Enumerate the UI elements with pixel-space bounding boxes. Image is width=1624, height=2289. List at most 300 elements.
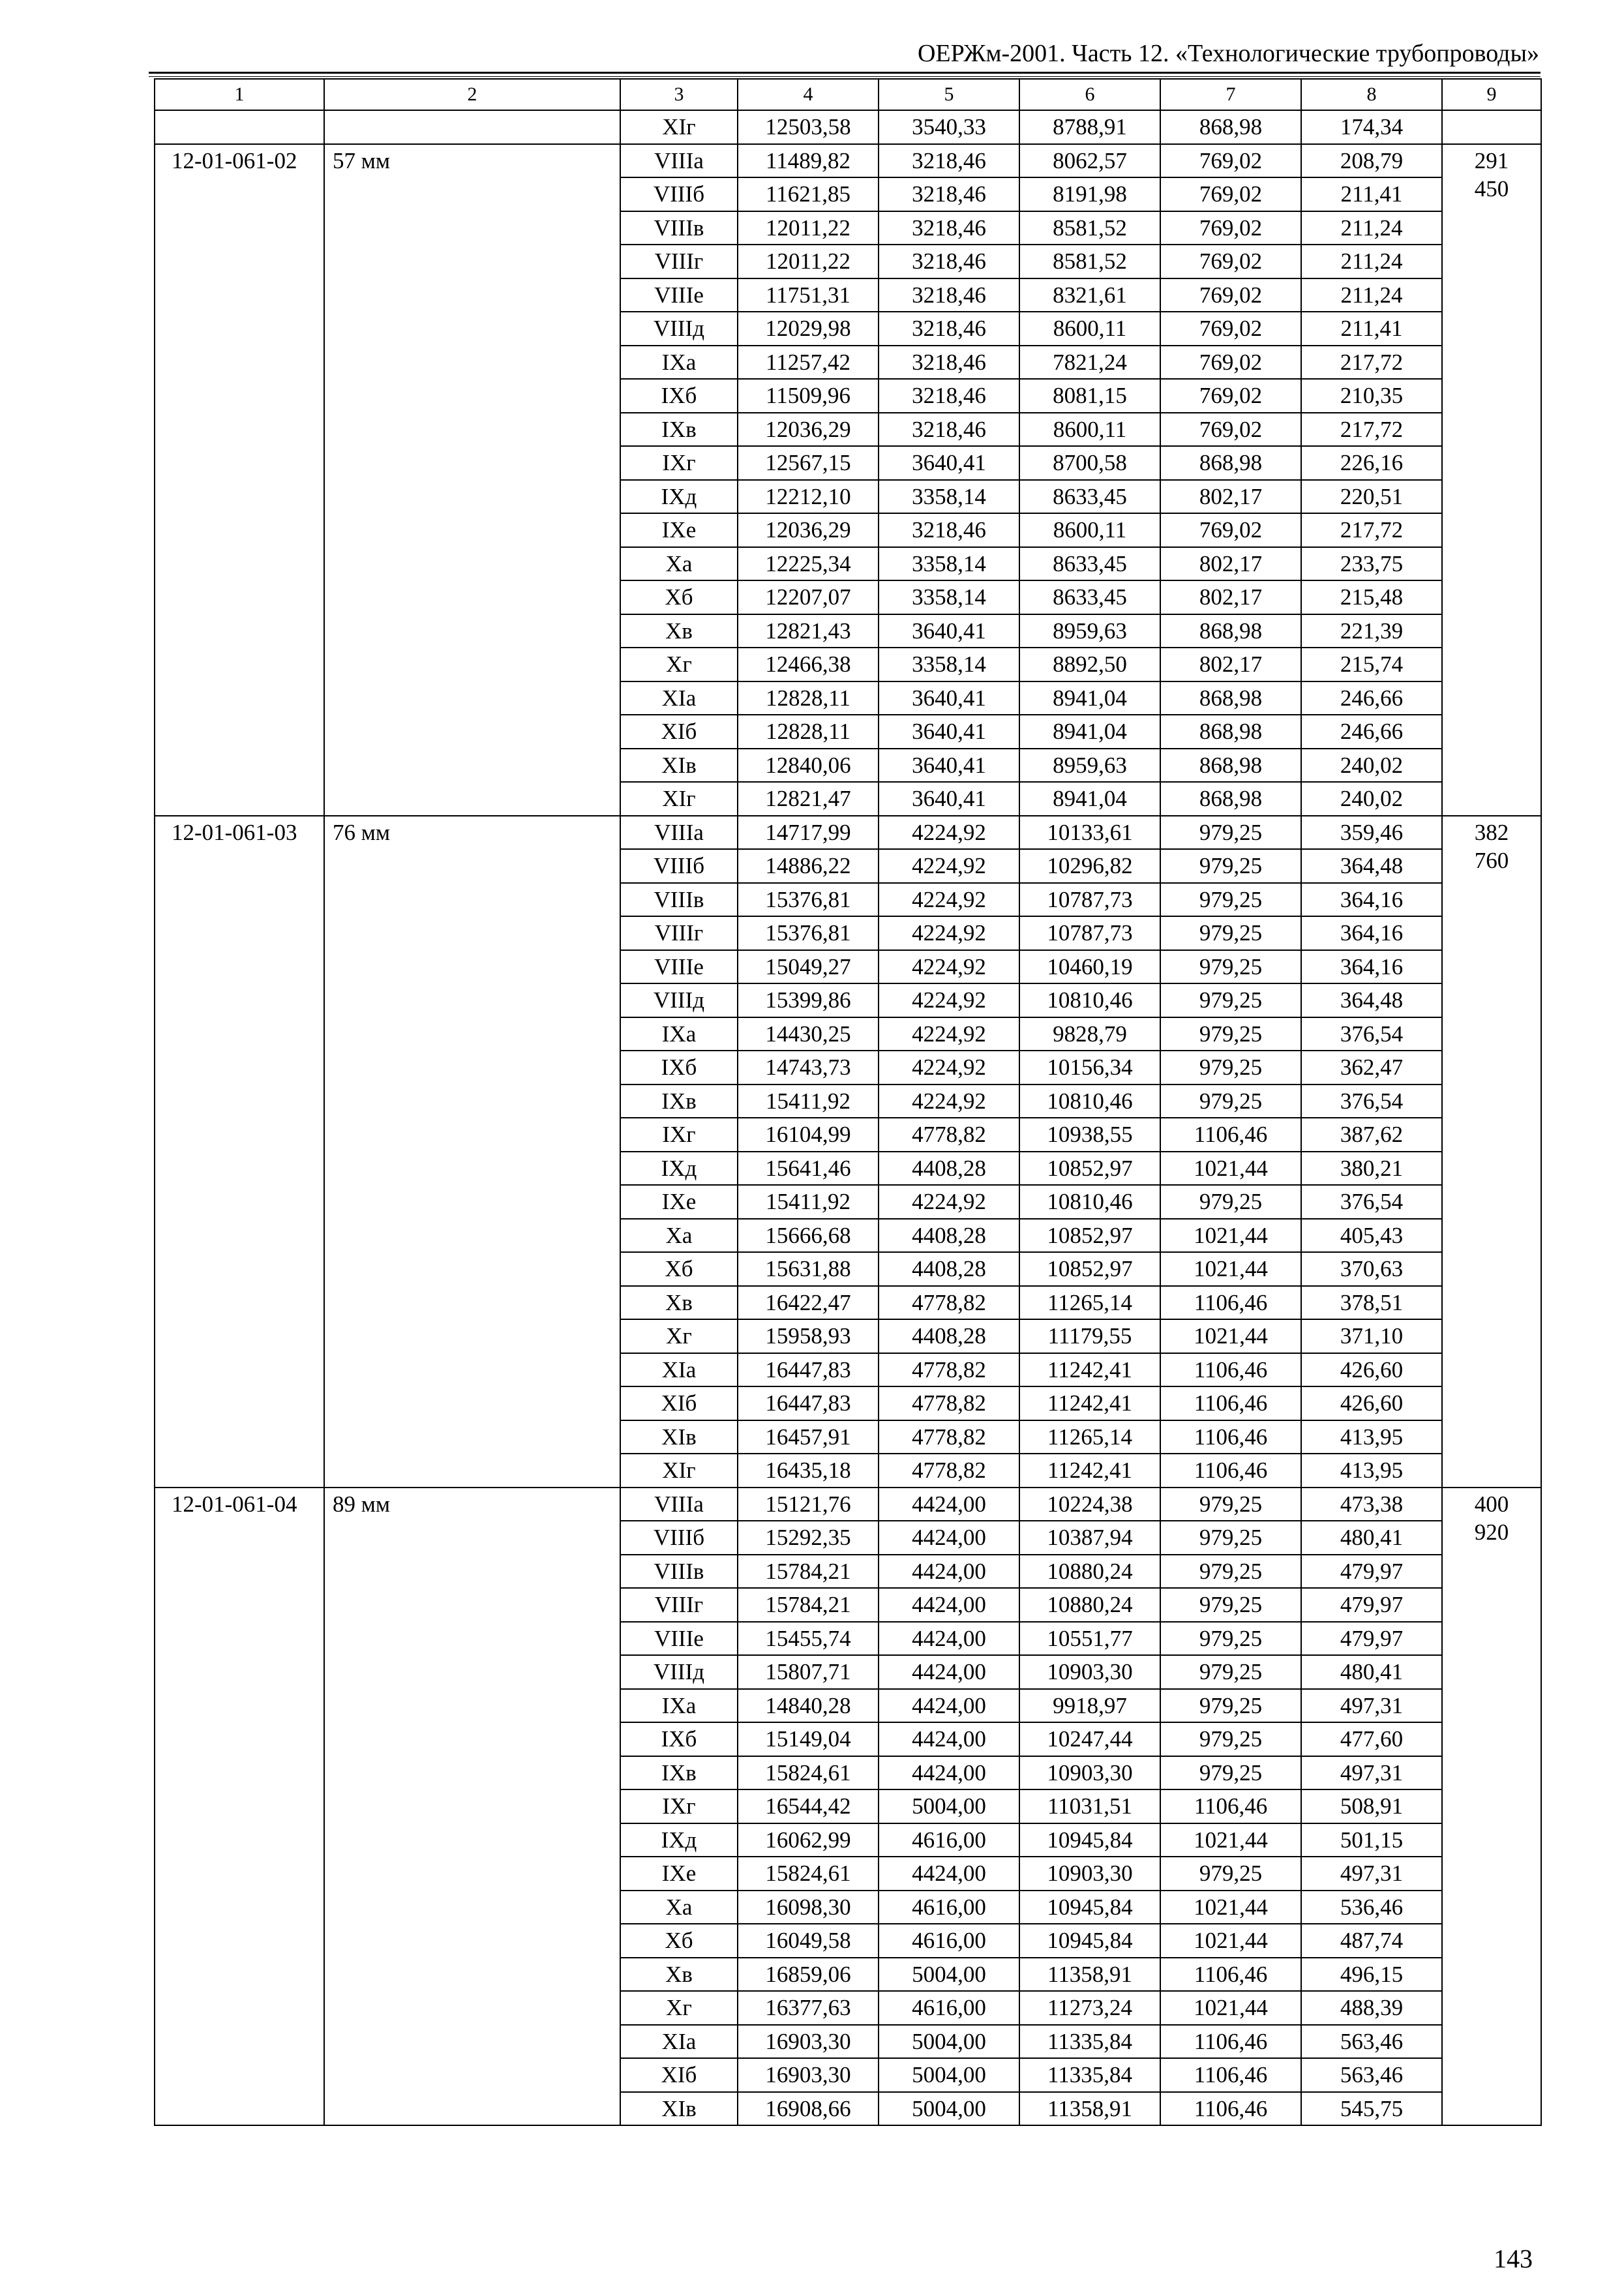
- row-category: IXа: [620, 1017, 738, 1051]
- table-cell: 4224,92: [879, 1051, 1019, 1085]
- table-cell: 3218,46: [879, 346, 1019, 380]
- row-category: VIIIд: [620, 983, 738, 1017]
- table-cell: 8959,63: [1019, 614, 1160, 648]
- table-cell: 14430,25: [738, 1017, 879, 1051]
- table-cell: 376,54: [1301, 1185, 1442, 1219]
- page-number: 143: [1494, 2244, 1533, 2273]
- table-cell: 563,46: [1301, 2025, 1442, 2059]
- table-cell: 11257,42: [738, 346, 879, 380]
- table-cell: 413,95: [1301, 1420, 1442, 1454]
- table-row: [155, 1588, 1541, 1622]
- table-cell: 426,60: [1301, 1353, 1442, 1387]
- table-cell: 3640,41: [879, 681, 1019, 715]
- table-cell: 5004,00: [879, 2058, 1019, 2092]
- table-cell: 479,97: [1301, 1588, 1442, 1622]
- row-category: Xа: [620, 1219, 738, 1253]
- row-category: IXв: [620, 413, 738, 447]
- row-extra: [1442, 1689, 1541, 1723]
- table-cell: 211,24: [1301, 245, 1442, 278]
- price-table: [154, 78, 1542, 2126]
- table-cell: 979,25: [1160, 1622, 1301, 1656]
- table-cell: 11031,51: [1019, 1789, 1160, 1823]
- table-cell: 15455,74: [738, 1622, 879, 1656]
- row-code-empty: [155, 1756, 324, 1790]
- row-category: IXв: [620, 1756, 738, 1790]
- table-cell: 868,98: [1160, 782, 1301, 816]
- row-name-empty: [324, 614, 620, 648]
- row-code-empty: [155, 1958, 324, 1992]
- row-name-empty: [324, 1353, 620, 1387]
- row-code-empty: [155, 513, 324, 547]
- table-cell: 769,02: [1160, 312, 1301, 346]
- table-cell: 769,02: [1160, 177, 1301, 211]
- row-category: VIIIа: [620, 816, 738, 850]
- table-cell: 11242,41: [1019, 1386, 1160, 1420]
- table-cell: 16062,99: [738, 1823, 879, 1857]
- row-code-empty: [155, 278, 324, 312]
- row-name-empty: [324, 2092, 620, 2126]
- table-cell: 15958,93: [738, 1319, 879, 1353]
- table-cell: 15666,68: [738, 1219, 879, 1253]
- row-code-empty: [155, 2092, 324, 2126]
- row-code-empty: [155, 1823, 324, 1857]
- table-cell: 10880,24: [1019, 1555, 1160, 1589]
- row-name-empty: [324, 1857, 620, 1891]
- row-extra: [1442, 2025, 1541, 2059]
- table-cell: 12036,29: [738, 413, 879, 447]
- row-code-empty: [155, 950, 324, 984]
- table-cell: 15784,21: [738, 1588, 879, 1622]
- row-name: 76 мм: [324, 816, 620, 850]
- table-cell: 1106,46: [1160, 1958, 1301, 1992]
- table-cell: 8788,91: [1019, 110, 1160, 144]
- table-cell: 376,54: [1301, 1085, 1442, 1118]
- row-extra: [1442, 2092, 1541, 2126]
- table-cell: 4778,82: [879, 1386, 1019, 1420]
- table-cell: 979,25: [1160, 816, 1301, 850]
- table-cell: 12466,38: [738, 648, 879, 681]
- table-cell: 497,31: [1301, 1689, 1442, 1723]
- row-extra: [1442, 413, 1541, 447]
- row-extra: [1442, 1891, 1541, 1924]
- row-name-empty: [324, 513, 620, 547]
- table-cell: 220,51: [1301, 480, 1442, 514]
- table-row: [155, 211, 1541, 245]
- table-row: [155, 1789, 1541, 1823]
- row-name-empty: [324, 379, 620, 413]
- table-cell: 8633,45: [1019, 547, 1160, 581]
- row-category: Xг: [620, 648, 738, 681]
- row-name-empty: [324, 715, 620, 749]
- row-category: VIIIб: [620, 849, 738, 883]
- row-code-empty: [155, 2025, 324, 2059]
- table-cell: 3640,41: [879, 614, 1019, 648]
- row-category: VIIIв: [620, 1555, 738, 1589]
- table-cell: 8581,52: [1019, 211, 1160, 245]
- row-code-empty: [155, 1185, 324, 1219]
- table-cell: 16049,58: [738, 1924, 879, 1958]
- table-cell: 487,74: [1301, 1924, 1442, 1958]
- table-cell: 10852,97: [1019, 1252, 1160, 1286]
- table-row: [155, 816, 1541, 850]
- row-category: VIIIд: [620, 312, 738, 346]
- table-cell: 979,25: [1160, 1756, 1301, 1790]
- row-code-empty: [155, 312, 324, 346]
- row-category: VIIIд: [620, 1655, 738, 1689]
- row-name-empty: [324, 681, 620, 715]
- table-cell: 12821,43: [738, 614, 879, 648]
- row-extra: [1442, 1857, 1541, 1891]
- table-body: [155, 79, 1541, 2125]
- table-cell: 545,75: [1301, 2092, 1442, 2126]
- table-cell: 12225,34: [738, 547, 879, 581]
- table-row: [155, 346, 1541, 380]
- row-category: IXд: [620, 1152, 738, 1186]
- row-code-empty: [155, 177, 324, 211]
- table-cell: 4616,00: [879, 1991, 1019, 2025]
- table-row: [155, 749, 1541, 783]
- table-cell: 4616,00: [879, 1891, 1019, 1924]
- table-cell: 4424,00: [879, 1655, 1019, 1689]
- table-cell: 10551,77: [1019, 1622, 1160, 1656]
- table-cell: 8892,50: [1019, 648, 1160, 681]
- row-name-empty: [324, 1017, 620, 1051]
- table-cell: 8633,45: [1019, 580, 1160, 614]
- table-cell: 10787,73: [1019, 883, 1160, 917]
- table-cell: 979,25: [1160, 849, 1301, 883]
- table-cell: 364,16: [1301, 916, 1442, 950]
- table-row: [155, 1521, 1541, 1555]
- table-cell: 15411,92: [738, 1085, 879, 1118]
- row-name-empty: [324, 950, 620, 984]
- table-cell: 376,54: [1301, 1017, 1442, 1051]
- table-cell: 10296,82: [1019, 849, 1160, 883]
- table-cell: 769,02: [1160, 278, 1301, 312]
- table-cell: 12029,98: [738, 312, 879, 346]
- row-extra: [1442, 1319, 1541, 1353]
- row-name-empty: [324, 1655, 620, 1689]
- table-cell: 979,25: [1160, 1085, 1301, 1118]
- table-cell: 11358,91: [1019, 2092, 1160, 2126]
- table-cell: 16908,66: [738, 2092, 879, 2126]
- table-cell: 4778,82: [879, 1420, 1019, 1454]
- row-category: XIв: [620, 749, 738, 783]
- table-cell: 802,17: [1160, 547, 1301, 581]
- row-code-empty: [155, 1353, 324, 1387]
- table-cell: 16377,63: [738, 1991, 879, 2025]
- row-name: 89 мм: [324, 1488, 620, 1521]
- table-cell: 12011,22: [738, 211, 879, 245]
- table-cell: 4424,00: [879, 1588, 1019, 1622]
- table-cell: 10880,24: [1019, 1588, 1160, 1622]
- row-code-empty: [155, 681, 324, 715]
- row-name-empty: [324, 1085, 620, 1118]
- row-name-empty: [324, 648, 620, 681]
- table-cell: 16447,83: [738, 1353, 879, 1387]
- table-cell: 8959,63: [1019, 749, 1160, 783]
- row-name-empty: [324, 580, 620, 614]
- row-category: Xв: [620, 1286, 738, 1320]
- row-category: VIIIб: [620, 177, 738, 211]
- row-name-empty: [324, 1722, 620, 1756]
- row-extra: [1442, 983, 1541, 1017]
- table-row: [155, 648, 1541, 681]
- table-cell: 11358,91: [1019, 1958, 1160, 1992]
- row-extra: [1442, 513, 1541, 547]
- row-extra: [1442, 2058, 1541, 2092]
- row-extra: [1442, 278, 1541, 312]
- table-cell: 217,72: [1301, 346, 1442, 380]
- table-cell: 4224,92: [879, 916, 1019, 950]
- row-name-empty: [324, 1521, 620, 1555]
- table-cell: 10810,46: [1019, 983, 1160, 1017]
- row-category: Xа: [620, 1891, 738, 1924]
- row-extra: 382: [1442, 816, 1541, 850]
- table-cell: 15631,88: [738, 1252, 879, 1286]
- table-cell: 221,39: [1301, 614, 1442, 648]
- table-cell: 769,02: [1160, 144, 1301, 178]
- table-cell: 8941,04: [1019, 715, 1160, 749]
- row-code-empty: [155, 1991, 324, 2025]
- table-row: [155, 1118, 1541, 1152]
- table-row: [155, 278, 1541, 312]
- table-cell: 4224,92: [879, 883, 1019, 917]
- row-category: IXб: [620, 1722, 738, 1756]
- table-cell: 3358,14: [879, 648, 1019, 681]
- table-cell: 5004,00: [879, 1789, 1019, 1823]
- table-cell: 868,98: [1160, 681, 1301, 715]
- table-row: [155, 1891, 1541, 1924]
- table-cell: 208,79: [1301, 144, 1442, 178]
- table-cell: 11265,14: [1019, 1286, 1160, 1320]
- table-cell: 11242,41: [1019, 1454, 1160, 1488]
- row-extra: [1442, 1152, 1541, 1186]
- row-name-empty: [324, 346, 620, 380]
- table-cell: 4424,00: [879, 1689, 1019, 1723]
- row-code: 12-01-061-03: [155, 816, 324, 850]
- table-cell: 979,25: [1160, 1555, 1301, 1589]
- row-code-empty: [155, 413, 324, 447]
- row-name-empty: [324, 278, 620, 312]
- row-code-empty: [155, 983, 324, 1017]
- row-name-empty: [324, 480, 620, 514]
- table-cell: 12828,11: [738, 681, 879, 715]
- table-cell: 3218,46: [879, 278, 1019, 312]
- table-row: [155, 446, 1541, 480]
- table-cell: 1106,46: [1160, 2058, 1301, 2092]
- table-cell: 769,02: [1160, 245, 1301, 278]
- table-cell: 3218,46: [879, 513, 1019, 547]
- table-cell: 1106,46: [1160, 1353, 1301, 1387]
- table-row: [155, 1152, 1541, 1186]
- table-cell: 3218,46: [879, 245, 1019, 278]
- table-row: [155, 547, 1541, 581]
- table-cell: 868,98: [1160, 446, 1301, 480]
- row-extra: [1442, 681, 1541, 715]
- table-cell: 11751,31: [738, 278, 879, 312]
- row-code-empty: [155, 1555, 324, 1589]
- table-row: [155, 2058, 1541, 2092]
- table-cell: 4224,92: [879, 1185, 1019, 1219]
- table-cell: 4224,92: [879, 816, 1019, 850]
- table-cell: 3640,41: [879, 715, 1019, 749]
- table-cell: 10387,94: [1019, 1521, 1160, 1555]
- table-cell: [155, 110, 324, 144]
- table-cell: 11621,85: [738, 177, 879, 211]
- table-cell: 211,24: [1301, 211, 1442, 245]
- row-code-empty: [155, 749, 324, 783]
- row-name-empty: [324, 1152, 620, 1186]
- row-extra: [1442, 1252, 1541, 1286]
- table-cell: 215,48: [1301, 580, 1442, 614]
- column-header: 5: [879, 79, 1019, 110]
- table-cell: 1106,46: [1160, 2025, 1301, 2059]
- table-cell: 1021,44: [1160, 1219, 1301, 1253]
- table-row: [155, 1386, 1541, 1420]
- row-code-empty: [155, 1085, 324, 1118]
- row-category: VIIIе: [620, 950, 738, 984]
- table-cell: 174,34: [1301, 110, 1442, 144]
- table-cell: 11335,84: [1019, 2058, 1160, 2092]
- table-cell: 1021,44: [1160, 1991, 1301, 2025]
- row-category: XIб: [620, 1386, 738, 1420]
- table-cell: 979,25: [1160, 1689, 1301, 1723]
- table-cell: 8600,11: [1019, 413, 1160, 447]
- row-category: IXб: [620, 379, 738, 413]
- row-category: XIа: [620, 2025, 738, 2059]
- table-cell: 4424,00: [879, 1857, 1019, 1891]
- row-extra: [1442, 614, 1541, 648]
- table-cell: 211,41: [1301, 177, 1442, 211]
- table-cell: 769,02: [1160, 513, 1301, 547]
- table-cell: 3218,46: [879, 312, 1019, 346]
- row-category: VIIIе: [620, 1622, 738, 1656]
- table-cell: 1106,46: [1160, 1789, 1301, 1823]
- table-cell: 217,72: [1301, 413, 1442, 447]
- table-cell: 10787,73: [1019, 916, 1160, 950]
- table-cell: 473,38: [1301, 1488, 1442, 1521]
- row-category: IXе: [620, 513, 738, 547]
- row-category: XIг: [620, 782, 738, 816]
- row-code-empty: [155, 916, 324, 950]
- row-extra: [1442, 1051, 1541, 1085]
- table-cell: 11489,82: [738, 144, 879, 178]
- table-cell: 3358,14: [879, 547, 1019, 581]
- row-category: VIIIг: [620, 1588, 738, 1622]
- table-cell: 3540,33: [879, 110, 1019, 144]
- row-name-empty: [324, 1286, 620, 1320]
- row-name-empty: [324, 1185, 620, 1219]
- row-code-empty: [155, 648, 324, 681]
- table-cell: 15784,21: [738, 1555, 879, 1589]
- row-extra: [1442, 1655, 1541, 1689]
- row-category: Xв: [620, 1958, 738, 1992]
- table-cell: 479,97: [1301, 1622, 1442, 1656]
- row-category: IXд: [620, 1823, 738, 1857]
- row-extra: [1442, 1991, 1541, 2025]
- table-row: [155, 1085, 1541, 1118]
- row-code-empty: [155, 1891, 324, 1924]
- row-name-empty: [324, 1386, 620, 1420]
- row-extra: [1442, 1622, 1541, 1656]
- row-extra: [1442, 749, 1541, 783]
- row-extra: [1442, 1454, 1541, 1488]
- row-name-empty: [324, 413, 620, 447]
- table-cell: 10938,55: [1019, 1118, 1160, 1152]
- table-row: [155, 1823, 1541, 1857]
- table-cell: 1106,46: [1160, 1420, 1301, 1454]
- row-name-empty: [324, 1454, 620, 1488]
- row-name-empty: [324, 916, 620, 950]
- row-code-empty: [155, 1655, 324, 1689]
- table-cell: 12840,06: [738, 749, 879, 783]
- table-cell: XIг: [620, 110, 738, 144]
- table-cell: 10133,61: [1019, 816, 1160, 850]
- table-cell: 10945,84: [1019, 1891, 1160, 1924]
- row-code-empty: [155, 849, 324, 883]
- table-cell: 4424,00: [879, 1622, 1019, 1656]
- table-cell: 4424,00: [879, 1756, 1019, 1790]
- table-cell: 1021,44: [1160, 1252, 1301, 1286]
- table-cell: 979,25: [1160, 1051, 1301, 1085]
- row-extra: [1442, 1588, 1541, 1622]
- table-row: [155, 715, 1541, 749]
- table-cell: 497,31: [1301, 1756, 1442, 1790]
- row-name-empty: [324, 1756, 620, 1790]
- row-code-empty: [155, 883, 324, 917]
- row-category: VIIIа: [620, 144, 738, 178]
- table-cell: 3358,14: [879, 480, 1019, 514]
- table-row: [155, 1185, 1541, 1219]
- table-cell: 8081,15: [1019, 379, 1160, 413]
- table-row: [155, 1454, 1541, 1488]
- table-row: [155, 883, 1541, 917]
- table-cell: 479,97: [1301, 1555, 1442, 1589]
- table-cell: 16457,91: [738, 1420, 879, 1454]
- row-extra: [1442, 715, 1541, 749]
- row-code-empty: [155, 480, 324, 514]
- row-category: XIв: [620, 2092, 738, 2126]
- table-row: [155, 1252, 1541, 1286]
- table-cell: 211,24: [1301, 278, 1442, 312]
- table-cell: 5004,00: [879, 2025, 1019, 2059]
- table-cell: 14743,73: [738, 1051, 879, 1085]
- row-extra: [1442, 312, 1541, 346]
- table-cell: 359,46: [1301, 816, 1442, 850]
- table-cell: 215,74: [1301, 648, 1442, 681]
- row-name-empty: [324, 446, 620, 480]
- table-cell: 16422,47: [738, 1286, 879, 1320]
- table-row: [155, 983, 1541, 1017]
- column-header: 3: [620, 79, 738, 110]
- row-name-empty: [324, 211, 620, 245]
- column-header-row: [155, 79, 1541, 110]
- table-cell: 16098,30: [738, 1891, 879, 1924]
- table-row: [155, 1722, 1541, 1756]
- row-category: VIIIе: [620, 278, 738, 312]
- row-code-empty: [155, 547, 324, 581]
- table-cell: 477,60: [1301, 1722, 1442, 1756]
- table-cell: 1106,46: [1160, 1454, 1301, 1488]
- row-extra: [1442, 1924, 1541, 1958]
- table-cell: 15376,81: [738, 916, 879, 950]
- row-category: IXг: [620, 1118, 738, 1152]
- table-cell: 387,62: [1301, 1118, 1442, 1152]
- table-cell: 8321,61: [1019, 278, 1160, 312]
- table-cell: 1106,46: [1160, 2092, 1301, 2126]
- row-extra: 450: [1442, 177, 1541, 211]
- table-cell: 10156,34: [1019, 1051, 1160, 1085]
